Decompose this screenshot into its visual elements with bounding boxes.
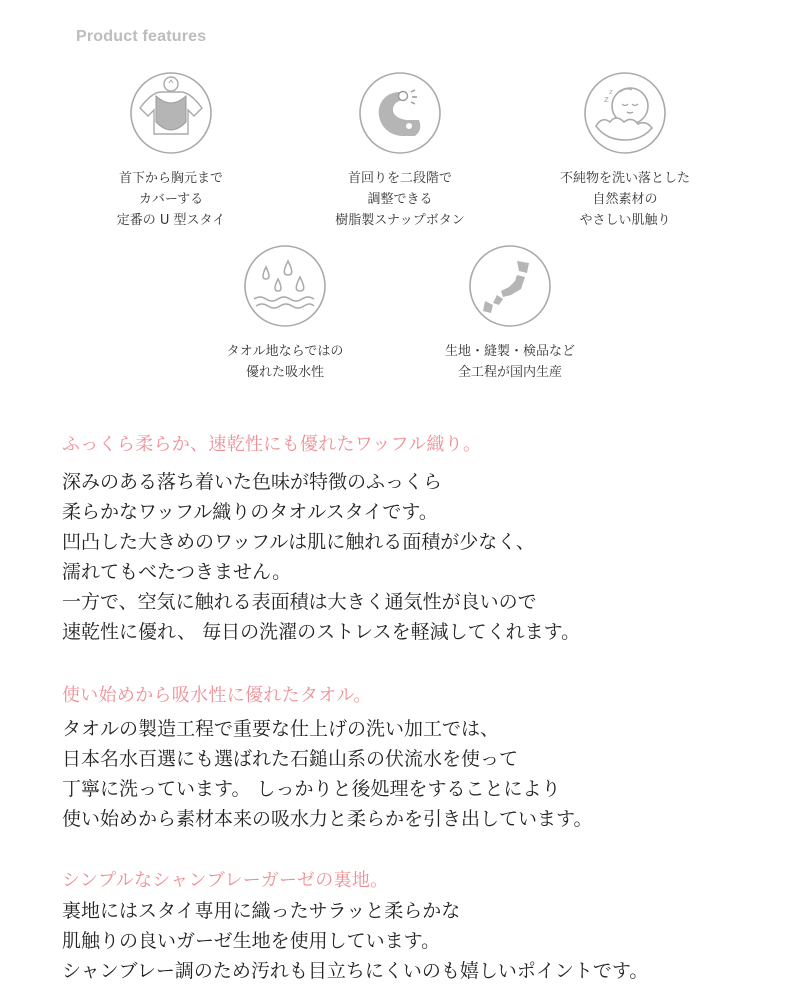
waffle-heading: ふっくら柔らか、速乾性にも優れたワッフル織り。 [62,434,482,455]
gauze-body [62,896,648,986]
section-title: Product features [76,28,207,45]
absorbency-heading: 使い始めから吸水性に優れたタオル。 [62,685,372,706]
caption-line: 調整できる [367,192,433,207]
feature-natural-material [515,70,735,231]
caption-line: 定番の U 型スタイ [116,213,226,228]
caption-line: 樹脂製スナップボタン [335,213,465,228]
body-line: 丁寧に洗っています。 しっかりと後処理をすることにより [62,778,561,800]
sleeping-baby-icon [582,70,668,156]
caption-line: やさしい肌触り [579,213,671,228]
snap-button-icon [357,70,443,156]
body-line: タオルの製造工程で重要な仕上げの洗い加工では、 [62,718,500,740]
caption-line: 生地・縫製・検品など [444,344,575,359]
caption-line: 自然素材の [592,192,658,207]
body-line: 速乾性に優れ、 毎日の洗濯のストレスを軽減してくれます。 [62,621,581,643]
japan-map-icon [467,243,553,329]
body-line: 裏地にはスタイ専用に織ったサラッと柔らかな [62,900,461,922]
caption-line: 不純物を洗い落とした [559,171,690,186]
absorbency-body [62,714,592,834]
caption-line: タオル地ならではの [226,344,344,359]
water-drops-icon [242,243,328,329]
feature-absorbency [175,243,395,383]
body-line: 凹凸した大きめのワッフルは肌に触れる面積が少なく、 [62,531,535,553]
waffle-body [62,467,580,647]
svg-text:z: z [609,88,613,96]
caption-line: 首回りを二段階で [347,171,452,186]
feature-bib-coverage [61,70,281,231]
caption-line: 全工程が国内生産 [457,365,562,380]
feature-made-in-japan [400,243,620,383]
body-line: 使い始めから素材本来の吸水力と柔らかを引き出しています。 [62,808,593,830]
bib-wearing-icon [128,70,214,156]
gauze-heading: シンプルなシャンブレーガーゼの裏地。 [62,870,389,891]
caption-line: カバーする [138,192,204,207]
feature-snap-button [290,70,510,231]
caption-line: 首下から胸元まで [118,171,223,186]
body-line: 濡れてもべたつきません。 [62,561,292,583]
body-line: 日本名水百選にも選ばれた石鎚山系の伏流水を使って [62,748,519,770]
svg-text:z: z [604,95,609,105]
body-line: 肌触りの良いガーゼ生地を使用しています。 [62,930,441,952]
caption-line: 優れた吸水性 [245,365,324,380]
body-line: 深みのある落ち着いた色味が特徴のふっくら [62,471,443,493]
body-line: シャンブレー調のため汚れも目立ちにくいのも嬉しいポイントです。 [62,960,649,982]
body-line: 柔らかなワッフル織りのタオルスタイです。 [62,501,438,523]
body-line: 一方で、空気に触れる表面積は大きく通気性が良いので [62,591,537,613]
